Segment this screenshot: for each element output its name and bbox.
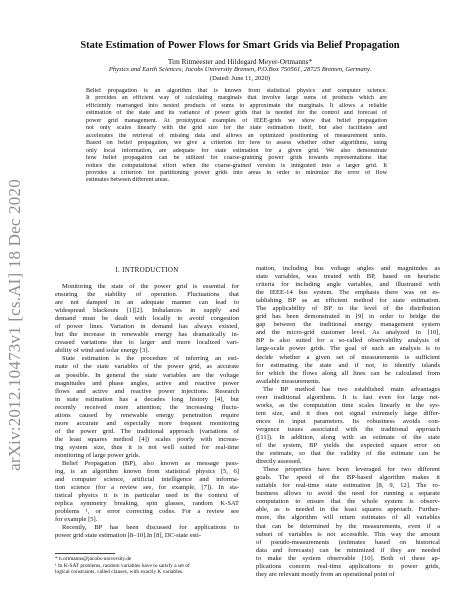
footnotes [55,556,239,576]
text-line: in state estimation has a decades long history [4], but [55,395,239,403]
author-affiliation: Physics and Earth Sciences, Jacobs University Bremen, P.O.Box 750561, 28725 Bremen, Germany. [108,66,372,73]
text-line: ations caused by renewable energy penetration require [55,411,239,419]
text-line: for estimating the state and if not, to identify islands [256,361,440,369]
text-line: that can be determined by the measurements, even if a [256,522,440,530]
text-line: ing system size, thus it is not well suited for real-time [55,443,239,451]
text-line: widespread blackouts [1][2]. Imbalances in supply and [55,307,239,315]
text-line: State estimation is the procedure of inferring an esti- [62,355,239,363]
text-line: and computer science, artificial intelligence and informa- [55,476,239,484]
text-line: computation to ensure that the whole system is observ- [256,498,440,506]
text-line: large-scale power grids. The goal of such an analysis is to [256,345,440,353]
abstract-line: estimates between different areas. [86,177,170,184]
abstract-line: Based on belief propagation, we give a criterion for how to assess whether other algorithms, using [86,140,387,147]
text-line: Monitoring the state of the power grid is essential for [62,283,239,290]
text-line: the IEEE-14 bus system. The emphasis there was on es- [256,289,440,297]
text-line: creased variations due to larger and more localized vari- [55,339,239,347]
text-line: tion science (for a review see, for example, [7]). In sta- [55,484,239,492]
text-line: more accurate and especially more frequent monitoring [55,419,239,427]
text-line: to make the system observable [10]. Both of these ap- [256,554,440,562]
text-line: The BP method has two established main advantages [263,385,440,393]
abstract-line: estimation of the state and its variance of power grids that is needed for the control and forecast of [86,110,387,117]
text-line: the least squares method [4]) scales poorly with increas- [55,435,239,443]
text-line: grid has been demonstrated in [9] in order to bridge the [256,313,440,321]
footnote-line: ¹ In K-SAT problems, random variables have to satisfy a set of [55,562,190,569]
text-line: ensuring the stability of operation. Fluctuations that [55,291,239,299]
text-line: data and forecasts) can be minimized if they are needed [256,546,440,554]
text-line: recently received more attention; the increasing fluctu- [55,403,239,411]
footnote-line: * h.ortmanns@jacobs-university.de [55,556,132,562]
text-line: ing, is an algorithm known from statistical physics [5, 6] [55,468,239,476]
text-line: mation, including bus voltage angles and magnitudes as [256,265,440,272]
text-line: Belief Propagation (BP), also known as message pass- [62,460,239,468]
text-line: problems ¹, or error correcting codes. For a review see [55,508,239,516]
text-line: mate of the state variables of the power grid, as accurate [55,363,239,371]
text-line: as possible. In general the state variables are the voltage [55,371,239,379]
abstract-line: reduce the computational effort when the coarse-grained version is integrated into a larger grid. It [86,162,387,169]
text-line: Recently, BP has been discussed for applications to [62,524,239,532]
text-line: vergence issues associated with the traditional approach [256,425,440,433]
text-line: of the power grid. The traditional approach (variations of [55,427,239,435]
text-line: The applicability of BP to the level of the distribution [256,305,440,313]
abstract-line: only local information, are adequate for state estimation for a given grid. We also demonstrate [86,147,387,154]
text-line: tablishing BP as an efficient method for state estimation. [256,297,440,305]
text-line: tem size, and it does not signal extremely large differ- [256,409,440,417]
text-line: monitoring of large power grids. [55,451,141,459]
text-line: of power lines. Variation in demand has always existed, [55,323,239,331]
text-line: gap between the traditional energy management system [256,321,440,329]
text-line: plications concern real-time applications to power grids, [256,562,440,570]
abstract-line: how belief propagation can be utilized for coarse-graining power grids towards representations that [86,155,387,162]
text-line: they are relevant mostly from an operational point of [256,570,395,578]
text-line: flows and active and reactive power injections. Research [55,387,239,395]
text-line: but the increase in renewable energy has dramatically in- [55,331,239,339]
arxiv-identifier-text: arXiv:2012.10473v1 [cs.AI] 18 Dec 2020 [5,179,25,471]
text-line: BP is also suited for a so-called observability analysis of [256,337,440,345]
paper-authors: Tim Ritmeester and Hildegard Meyer-Ortmanns* [167,57,313,66]
text-line: bustness allows to avoid the need for running a separate [256,490,440,498]
text-line: of the system, BP yields the expected square error on [256,442,440,450]
text-line: for example [5]. [55,516,98,524]
text-line: available measurements. [256,377,321,385]
text-line: over traditional algorithms. It is fast even for large net- [256,393,440,401]
text-line: ability of wind and solar energy [3]. [55,347,150,355]
text-line: ences in input parameters. Its robustness avoids con- [256,417,440,425]
text-line: of pseudo-measurements (estimates based on historical [256,538,440,546]
text-line: for which the flows along all lines can be calculated from [256,369,440,377]
text-line: replica symmetry breaking, spin glasses, random K-SAT [55,500,239,508]
text-line: These properties have been leveraged for two different [263,466,440,474]
text-line: directly assessed. [256,458,302,466]
text-line: decide whether a given set of measurements is sufficient [256,353,440,361]
text-line: more, the algorithm will return estimates of all variables [256,514,440,522]
abstract [86,88,387,185]
text-line: power grid state estimation [8–10].In [8], DC-state esti- [55,532,201,540]
text-line: magnitudes and phase angles, active and reactive power [55,379,239,387]
text-line: the estimate, so that the validity of the estimate can be [256,450,440,458]
abstract-line: Belief propagation is an algorithm that is known from statistical physics and computer science. [86,88,387,94]
section-heading: I. INTRODUCTION [115,266,179,274]
text-line: and the micro-grid customer level. As analyzed in [10], [256,329,440,337]
footnote-line: logical constraints, called clauses, with exactly K variables. [55,569,184,576]
paper-date: (Dated: June 11, 2020) [209,75,271,82]
text-line: criteria for including angle variables, and illustrated with [256,281,440,289]
abstract-line: power grid management. At prototypical examples of IEEE-grids we show that belief propagation [86,117,387,124]
text-line: works, as the computation time scales linearly in the sys- [256,401,440,409]
right-text-column [256,265,440,579]
abstract-line: It provides an efficient way of calculating marginals that involve large sums of products which are [86,95,387,102]
left-text-column [55,283,239,541]
text-line: goals. The speed of the BP-based algorithm makes it [256,474,440,482]
text-line: demand must be dealt with locally to avoid congestion [55,315,239,323]
abstract-line: not only scales linearly with the grid size for the state estimation itself, but also facilitates and [86,125,387,132]
abstract-line: efficiently rearranged into nested products of sums to approximate the marginals. It allows a reliable [86,102,387,109]
arxiv-identifier-stamp [3,160,27,490]
text-line: subset of variables is not accessible. This way the amount [256,530,440,538]
abstract-line: accelerates the retrieval of missing data and allows an optimized positioning of measurement units. [86,132,387,139]
abstract-line: provides a criterion for partitioning power grids into areas in order to minimize the error of flow [86,169,387,176]
paper-title: State Estimation of Power Flows for Smart Grids via Belief Propagation [80,40,400,51]
text-line: tistical physics it is in particular used in the context of [55,492,239,500]
text-line: able, as is needed in the least squares approach. Further- [256,506,440,514]
text-line: are not damped in an adequate manner can lead to [55,299,239,307]
text-line: suitable for real-time state estimation [8, 9, 12]. The ro- [256,482,440,490]
footnote-divider [55,553,115,554]
text-line: state variables, was treated with BP, based on heuristic [256,273,440,281]
text-line: ([11]). In addition, along with an estimate of the state [256,433,440,441]
